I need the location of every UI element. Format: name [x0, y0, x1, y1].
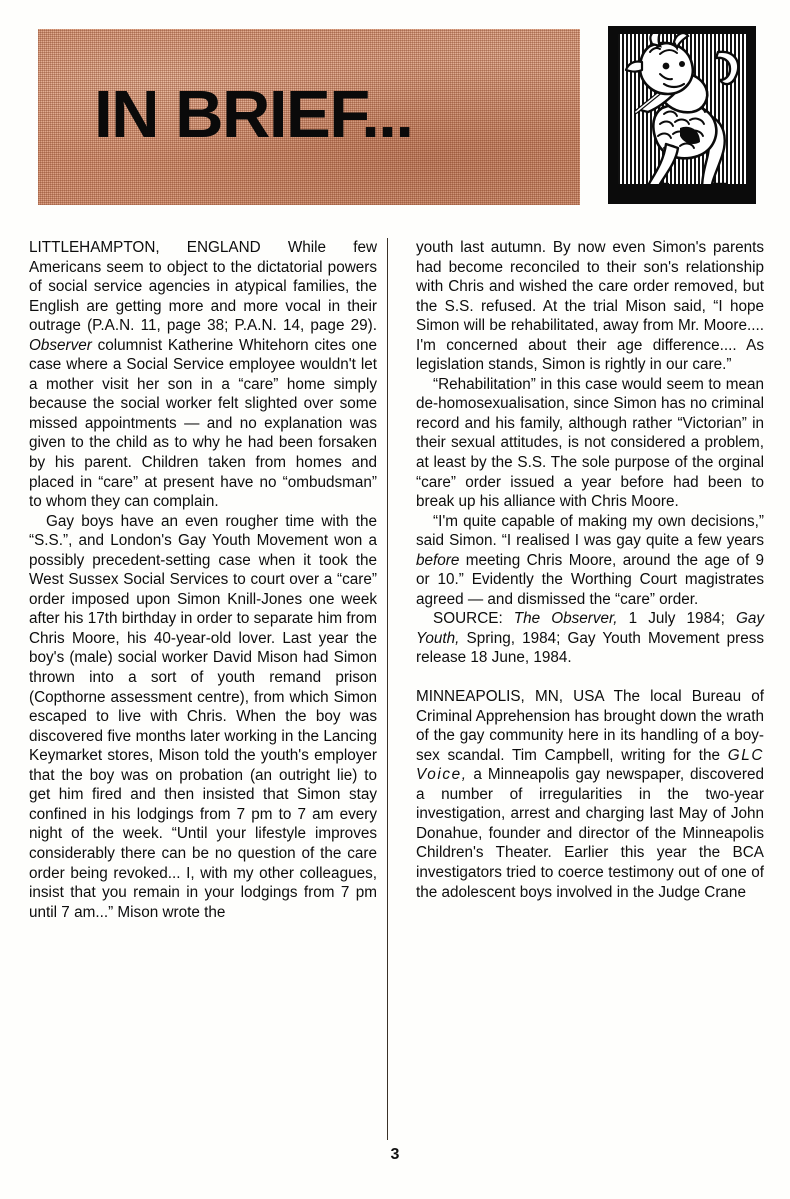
satyr-playing-flute-icon: [606, 24, 758, 206]
text-run: Spring, 1984; Gay Youth Movement press release 18 June, 1984.: [416, 629, 764, 667]
text-run: Gay boys have an even rougher time with the “S.S.”, and London's Gay Youth Movement won a possibly precedent-setting case when it took the West Sussex Social Services to court over a “care” order imposed upon Simon Knill-Jones one week after his 17th birthday in order to separate him from Chris Moore, his 40-year-old lover. Last year the boy's (male) social worker David Mison had Simon thrown into a sort of youth remand prison (Copthorne assessment centre), from which Simon escaped to live with Chris. When the boy was discovered five months later working in the Lancing Keymarket stores, Mison told the youth's employer that the boy was on probation (an outright lie) to get him fired and then insisted that Simon stay confined in his lodgings from 7 pm to 7 am every night of the week. “Until your lifestyle improves considerably there can be no question of the care order being revoked... I, with my other colleagues, insist that you remain in your lodgings from 7 pm until 7 am...” Mison wrote the: [29, 512, 377, 921]
paragraph-littlehampton-lede: [29, 238, 377, 512]
text-run: “I'm quite capable of making my own decisions,” said Simon. “I realised I was gay quite a few years: [416, 512, 764, 550]
italic-tracked-run: GLC Voice,: [416, 746, 764, 784]
right-column: [416, 238, 764, 902]
left-column: [29, 238, 377, 922]
text-run: MINNEAPOLIS, MN, USA The local Bureau of Criminal Apprehension has brought down the wrath of the gay community here in its handling of a boy-sex scandal. Tim Campbell, writing for the: [416, 688, 764, 764]
text-run: youth last autumn. By now even Simon's parents had become reconciled to their son's relationship with Chris and wished the care order removed, but the S.S. refused. At the trial Mison said, “I hope Simon will be rehabilitated, away from Mr. Moore.... I'm concerned about their age difference.... As legislation stands, Simon is rightly in our care.”: [416, 239, 764, 374]
text-run: a Minneapolis gay newspaper, discovered a number of irregularities in the two-year investigation, arrest and charging last May of John Donahue, founder and director of the Minneapolis Children's Theater. Earlier this year the BCA investigators tried to coerce testimony out of one of the adolescent boys involved in the Judge Crane: [416, 766, 764, 901]
page-number: 3: [390, 1146, 400, 1163]
masthead-banner: [38, 29, 580, 205]
paragraph-minneapolis-lede: [416, 687, 764, 902]
paragraph-littlehampton-continued: [416, 238, 764, 375]
text-run: 1 July 1984;: [617, 610, 736, 628]
column-divider: [387, 238, 388, 1140]
italic-run: Observer: [29, 336, 92, 354]
paragraph-gay-boys-ss: [29, 512, 377, 922]
italic-run: before: [416, 551, 460, 569]
italic-run: The Observer,: [513, 610, 618, 628]
text-run: meeting Chris Moore, around the age of 9 or 10.” Evidently the Worthing Court magistrates agreed — and dismissed the “care” order.: [416, 551, 764, 608]
text-run: “Rehabilitation” in this case would seem to mean de-homosexualisation, since Simon has no criminal record and his family, although rather “Victorian” in their sexual attitudes, is not considered a problem, at least by the S.S. The sole purpose of the orginal “care” order issued a year before had been to break up his alliance with Chris Moore.: [416, 375, 764, 511]
paragraph-rehabilitation: [416, 375, 764, 512]
page-title: IN BRIEF...: [94, 77, 413, 152]
text-run: SOURCE:: [433, 610, 514, 628]
text-run: columnist Katherine Whitehorn cites one case where a Social Service employee wouldn't let a mother visit her son in a “care” home simply because the social worker felt slighted over some missed appointments — and no explanation was given to the child as to why he had been forsaken by his parent. Children taken from homes and placed in “care” at present have no “ombudsman” to whom they can complain.: [29, 336, 377, 511]
italic-run: Gay Youth,: [416, 610, 764, 647]
paragraph-source-line: [416, 609, 764, 668]
text-run: LITTLEHAMPTON, ENGLAND While few Americans seem to object to the dictatorial powers of social service agencies in atypical families, the English are getting more and more vocal in their outrage (P.A.N. 11, page 38; P.A.N. 14, page 29).: [29, 239, 377, 335]
paragraph-simon-quote: [416, 512, 764, 610]
